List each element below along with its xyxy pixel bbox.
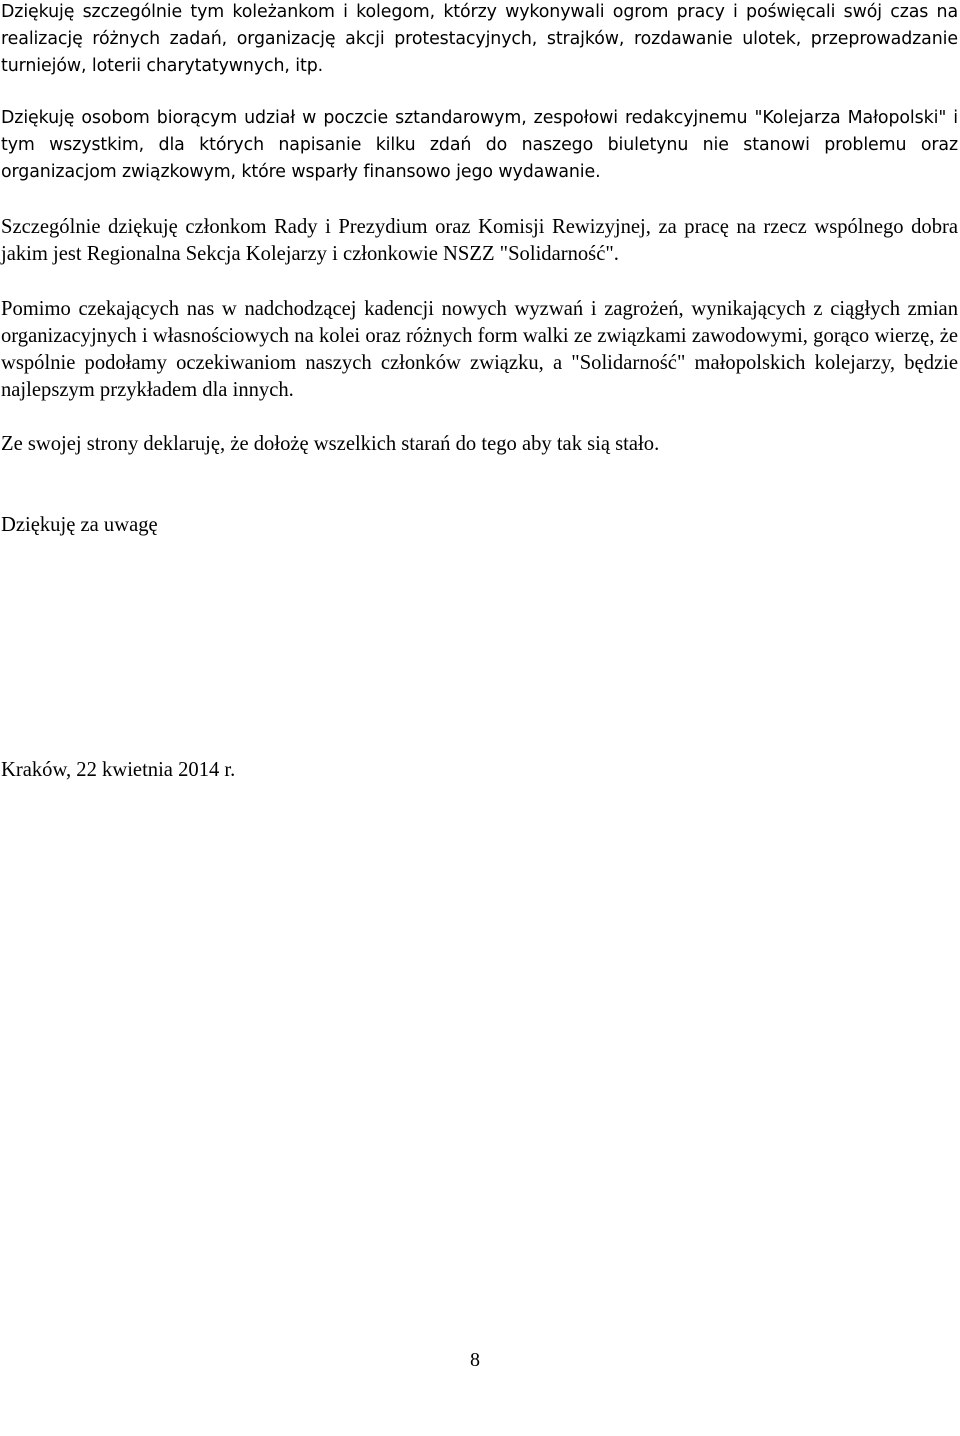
- place-and-date: Kraków, 22 kwietnia 2014 r.: [1, 759, 236, 781]
- paragraph-declaration: Ze swojej strony deklaruję, że dołożę wszelkich starań do tego aby tak sią stało.: [1, 433, 660, 455]
- paragraph-thanks-colleagues: Dziękuję szczególnie tym koleżankom i kolegom, którzy wykonywali ogrom pracy i poświęcali swój czas na realizację różnych zadań, organizację akcji protestacyjnych, strajków, rozdawanie ulotek, przeprowadzanie turniejów, loterii charytatywnych, itp.: [1, 2, 958, 76]
- paragraph-thanks-bulletin: Dziękuję osobom biorącym udział w poczcie sztandarowym, zespołowi redakcyjnemu "Kolejarza Małopolski" i tym wszystkim, dla których napisanie kilku zdań do naszego biuletynu nie stanowi problemu oraz organizacjom związkowym, które wsparły finansowo jego wydawanie.: [1, 108, 958, 182]
- paragraph-thanks-council: Szczególnie dziękuję członkom Rady i Prezydium oraz Komisji Rewizyjnej, za pracę na rzecz wspólnego dobra jakim jest Regionalna Sekcja Kolejarzy i członkowie NSZZ "Solidarność".: [1, 216, 958, 265]
- closing-thanks: Dziękuję za uwagę: [1, 514, 158, 536]
- page-number: 8: [470, 1349, 480, 1371]
- paragraph-future-challenges: Pomimo czekających nas w nadchodzącej kadencji nowych wyzwań i zagrożeń, wynikających z ciągłych zmian organizacyjnych i własnościowych na kolei oraz różnych form walki ze związkami zawodowymi, gorąco wierzę, że wspólnie podołamy oczekiwaniom naszych członków związku, a "Solidarność" małopolskich kolejarzy, będzie najlepszym przykładem dla innych.: [1, 298, 958, 401]
